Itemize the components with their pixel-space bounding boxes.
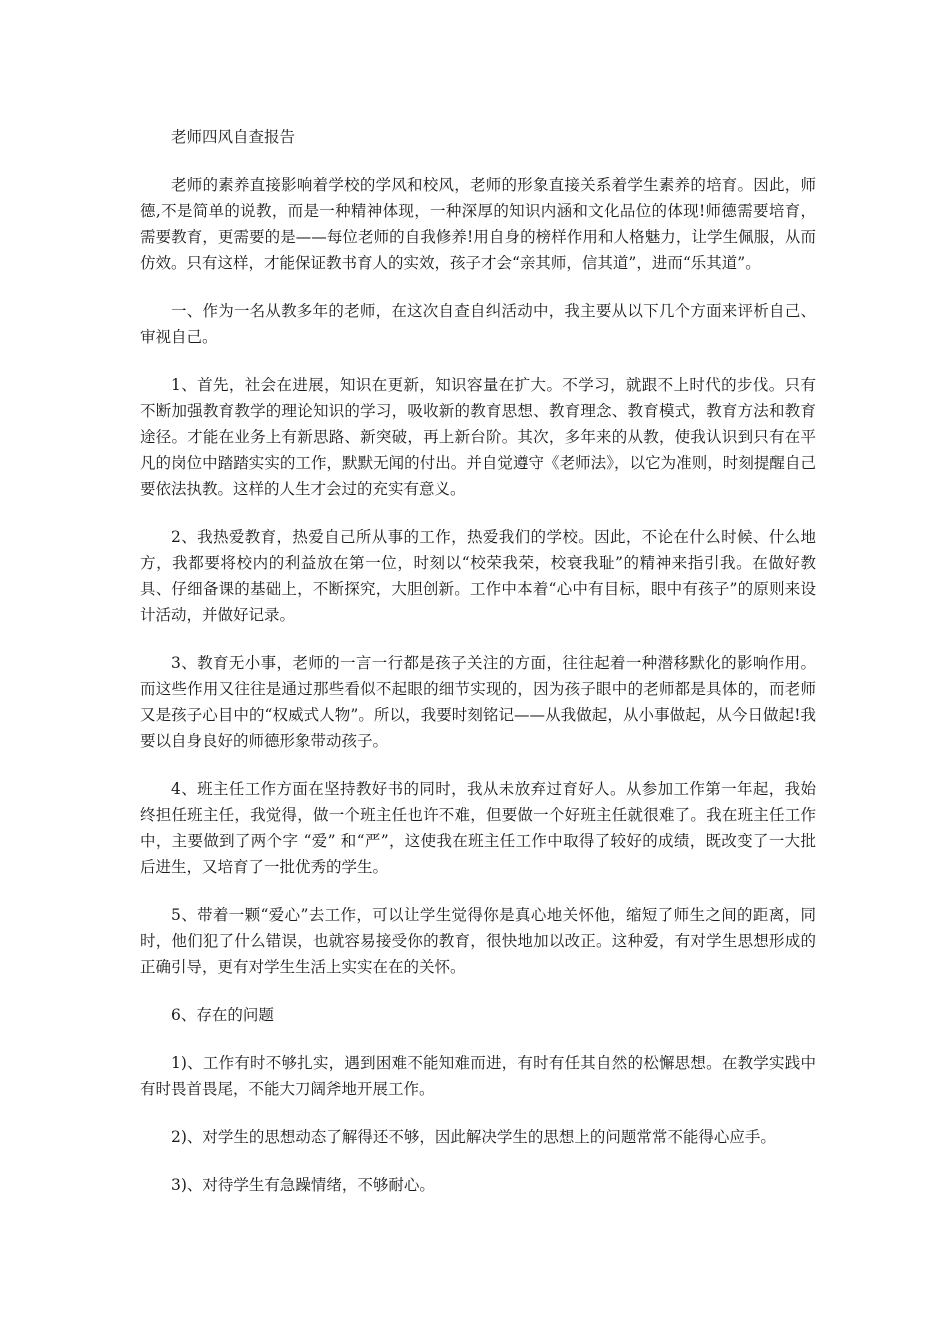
paragraph-point-2: 2、我热爱教育，热爱自己所从事的工作，热爱我们的学校。因此，不论在什么时候、什么地方，我都要将校内的利益放在第一位，时刻以“校荣我荣，校衰我耻”的精神来指引我。在做好教具、仔细备课的基础上，不断探究，大胆创新。工作中本着“心中有目标，眼中有孩子”的原则来设计活动，并做好记录。: [140, 528, 816, 624]
paragraph-point-3: 3、教育无小事，老师的一言一行都是孩子关注的方面，往往起着一种潜移默化的影响作用。而这些作用又往往是通过那些看似不起眼的细节实现的，因为孩子眼中的老师都是具体的，而老师又是孩子心目中的“权威式人物”。所以，我要时刻铭记——从我做起，从小事做起，从今日做起!我要以自身良好的师德形象带动孩子。: [140, 654, 816, 750]
document-title: 老师四风自查报告: [171, 128, 296, 146]
paragraph-intro: 老师的素养直接影响着学校的学风和校风，老师的形象直接关系着学生素养的培育。因此，师德,不是简单的说教，而是一种精神体现，一种深厚的知识内涵和文化品位的体现!师德需要培育，需要教育，更需要的是——每位老师的自我修养!用自身的榜样作用和人格魅力，让学生佩服，从而仿效。只有这样，才能保证教书育人的实效，孩子才会“亲其师，信其道”，进而“乐其道”。: [140, 176, 816, 272]
paragraph-point-4: 4、班主任工作方面在坚持教好书的同时，我从未放弃过育好人。从参加工作第一年起，我始终担任班主任，我觉得，做一个班主任也许不难，但要做一个好班主任就很难了。我在班主任工作中，主要做到了两个字 “爱” 和“严”，这使我在班主任工作中取得了较好的成绩，既改变了一大批后进生，又培育了一批优秀的学生。: [140, 780, 816, 876]
paragraph-section-1: 一、作为一名从教多年的老师，在这次自查自纠活动中，我主要从以下几个方面来评析自己、审视自己。: [140, 302, 816, 346]
paragraph-problem-2: 2)、对学生的思想动态了解得还不够，因此解决学生的思想上的问题常常不能得心应手。: [171, 1128, 776, 1146]
paragraph-point-5: 5、带着一颗“爱心”去工作，可以让学生觉得你是真心地关怀他，缩短了师生之间的距离，同时，他们犯了什么错误，也就容易接受你的教育，很快地加以改正。这种爱，有对学生思想形成的正确引导，更有对学生生活上实实在在的关怀。: [140, 906, 816, 976]
paragraph-point-6-heading: 6、存在的问题: [171, 1006, 274, 1024]
document-body: [140, 124, 816, 1220]
paragraph-problem-1: 1)、工作有时不够扎实，遇到困难不能知难而进，有时有任其自然的松懈思想。在教学实践中有时畏首畏尾，不能大刀阔斧地开展工作。: [140, 1054, 816, 1098]
paragraph-problem-3: 3)、对待学生有急躁情绪，不够耐心。: [171, 1176, 435, 1194]
paragraph-point-1: 1、首先，社会在进展，知识在更新，知识容量在扩大。不学习，就跟不上时代的步伐。只有不断加强教育教学的理论知识的学习，吸收新的教育思想、教育理念、教育模式，教育方法和教育途径。才能在业务上有新思路、新突破，再上新台阶。其次，多年来的从教，使我认识到只有在平凡的岗位中踏踏实实的工作，默默无闻的付出。并自觉遵守《老师法》，以它为准则，时刻提醒自己要依法执教。这样的人生才会过的充实有意义。: [140, 376, 816, 498]
